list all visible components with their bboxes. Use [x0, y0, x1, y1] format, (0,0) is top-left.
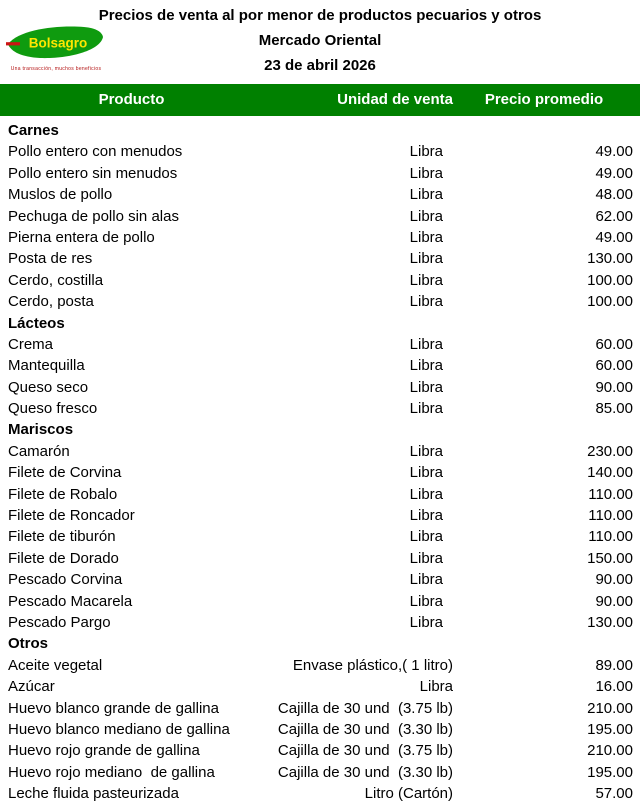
table-row: [0, 398, 640, 419]
average-price: 150.00: [587, 549, 633, 567]
table-row: [0, 163, 640, 184]
product-name: Huevo blanco mediano de gallina: [8, 720, 230, 738]
average-price: 210.00: [587, 742, 633, 760]
average-price: 89.00: [595, 656, 633, 674]
table-header: [0, 84, 640, 116]
table-row: [0, 740, 640, 761]
table-row: [0, 591, 640, 612]
table-row: [0, 270, 640, 291]
average-price: 57.00: [595, 785, 633, 803]
leaf-stem: [6, 42, 20, 45]
table-row: [0, 462, 640, 483]
unit-of-sale: Libra: [419, 678, 453, 696]
table-row: [0, 484, 640, 505]
table-row: [0, 227, 640, 248]
section-header-row: [0, 419, 640, 440]
unit-of-sale: Libra: [409, 400, 443, 418]
section-price-cell: [455, 313, 640, 334]
product-name: Muslos de pollo: [8, 186, 113, 204]
average-price: 195.00: [587, 763, 633, 781]
column-header-price: Precio promedio: [484, 91, 604, 108]
product-name: Queso fresco: [8, 400, 98, 418]
product-name: Pescado Corvina: [8, 571, 123, 589]
unit-of-sale: Libra: [409, 507, 443, 525]
average-price: 100.00: [587, 271, 633, 289]
unit-of-sale: Libra: [409, 207, 443, 225]
table-row: [0, 612, 640, 633]
average-price: 130.00: [587, 613, 633, 631]
average-price: 90.00: [595, 571, 633, 589]
table-row: [0, 762, 640, 783]
unit-of-sale: Libra: [409, 378, 443, 396]
product-name: Filete de Dorado: [8, 549, 119, 567]
section-price-cell: [455, 633, 640, 654]
average-price: 210.00: [587, 699, 633, 717]
product-name: Huevo rojo grande de gallina: [8, 742, 200, 760]
product-name: Pollo entero con menudos: [8, 143, 183, 161]
table-row: [0, 676, 640, 697]
average-price: 85.00: [595, 400, 633, 418]
table-row: [0, 184, 640, 205]
average-price: 49.00: [595, 228, 633, 246]
unit-of-sale: Libra: [409, 271, 443, 289]
table-body: [0, 116, 640, 805]
product-name: Cerdo, posta: [8, 293, 94, 311]
average-price: 49.00: [595, 143, 633, 161]
section-name: Mariscos: [8, 421, 74, 439]
product-name: Camarón: [8, 442, 70, 460]
average-price: 100.00: [587, 293, 633, 311]
average-price: 48.00: [595, 186, 633, 204]
market-subtitle: Mercado Oriental: [258, 32, 382, 49]
page-title: Precios de venta al por menor de productos pecuarios y otros: [98, 7, 542, 24]
average-price: 230.00: [587, 442, 633, 460]
logo-tagline: Una transacción, muchos beneficios: [10, 66, 102, 72]
product-name: Huevo blanco grande de gallina: [8, 699, 219, 717]
logo-wordmark: Bolsagro: [28, 35, 88, 51]
section-unit-cell: [263, 419, 455, 440]
table-row: [0, 291, 640, 312]
table-row: [0, 569, 640, 590]
unit-of-sale: Libra: [409, 143, 443, 161]
unit-of-sale: Libra: [409, 571, 443, 589]
unit-of-sale: Libra: [409, 335, 443, 353]
average-price: 110.00: [588, 528, 633, 546]
product-name: Pechuga de pollo sin alas: [8, 207, 179, 225]
product-name: Filete de tiburón: [8, 528, 116, 546]
unit-of-sale: Cajilla de 30 und (3.30 lb): [277, 720, 453, 738]
section-header-row: [0, 313, 640, 334]
average-price: 16.00: [595, 678, 633, 696]
table-row: [0, 355, 640, 376]
product-name: Mantequilla: [8, 357, 85, 375]
unit-of-sale: Libra: [409, 485, 443, 503]
table-row: [0, 441, 640, 462]
section-name: Carnes: [8, 122, 59, 139]
product-name: Pescado Pargo: [8, 613, 111, 631]
unit-of-sale: Libra: [409, 549, 443, 567]
product-name: Filete de Roncador: [8, 507, 135, 525]
table-row: [0, 698, 640, 719]
unit-of-sale: Libra: [409, 164, 443, 182]
unit-of-sale: Libra: [409, 228, 443, 246]
unit-of-sale: Cajilla de 30 und (3.75 lb): [277, 699, 453, 717]
report-date: 23 de abril 2026: [264, 57, 376, 74]
product-name: Queso seco: [8, 378, 89, 396]
column-header-product: Producto: [98, 91, 165, 108]
unit-of-sale: Libra: [409, 528, 443, 546]
section-name: Lácteos: [8, 314, 65, 332]
average-price: 90.00: [595, 592, 633, 610]
unit-of-sale: Envase plástico,( 1 litro): [292, 656, 453, 674]
average-price: 60.00: [595, 357, 633, 375]
product-name: Leche fluida pasteurizada: [8, 785, 179, 803]
average-price: 140.00: [587, 464, 633, 482]
section-header-row: [0, 633, 640, 654]
table-row: [0, 334, 640, 355]
unit-of-sale: Libra: [409, 464, 443, 482]
product-name: Aceite vegetal: [8, 656, 103, 674]
bolsagro-logo: [6, 24, 106, 72]
product-name: Pollo entero sin menudos: [8, 164, 178, 182]
unit-of-sale: Cajilla de 30 und (3.75 lb): [277, 742, 453, 760]
unit-of-sale: Libra: [409, 613, 443, 631]
average-price: 90.00: [595, 378, 633, 396]
column-header-unit: Unidad de venta: [337, 91, 453, 108]
section-unit-cell: [263, 120, 455, 141]
product-name: Posta de res: [8, 250, 93, 268]
section-price-cell: [455, 419, 640, 440]
product-name: Pierna entera de pollo: [8, 228, 155, 246]
unit-of-sale: Litro (Cartón): [364, 785, 453, 803]
leaf-logo-icon: [6, 24, 106, 60]
unit-of-sale: Libra: [409, 592, 443, 610]
unit-of-sale: Libra: [409, 293, 443, 311]
section-unit-cell: [263, 633, 455, 654]
section-name: Otros: [8, 635, 49, 653]
section-unit-cell: [263, 313, 455, 334]
table-row: [0, 655, 640, 676]
table-row: [0, 141, 640, 162]
table-row: [0, 248, 640, 269]
table-row: [0, 206, 640, 227]
product-name: Crema: [8, 335, 54, 353]
unit-of-sale: Libra: [409, 442, 443, 460]
table-row: [0, 526, 640, 547]
average-price: 130.00: [587, 250, 633, 268]
average-price: 195.00: [587, 720, 633, 738]
unit-of-sale: Libra: [409, 357, 443, 375]
average-price: 62.00: [595, 207, 633, 225]
section-price-cell: [455, 120, 640, 141]
average-price: 110.00: [588, 507, 633, 525]
table-row: [0, 548, 640, 569]
product-name: Pescado Macarela: [8, 592, 133, 610]
table-row: [0, 783, 640, 804]
product-name: Cerdo, costilla: [8, 271, 104, 289]
unit-of-sale: Cajilla de 30 und (3.30 lb): [277, 763, 453, 781]
product-name: Filete de Corvina: [8, 464, 122, 482]
average-price: 49.00: [595, 164, 633, 182]
table-row: [0, 719, 640, 740]
product-name: Huevo rojo mediano de gallina: [8, 763, 215, 781]
product-name: Azúcar: [8, 678, 55, 696]
section-header-row: [0, 120, 640, 141]
average-price: 60.00: [595, 335, 633, 353]
product-name: Filete de Robalo: [8, 485, 118, 503]
table-row: [0, 377, 640, 398]
table-row: [0, 505, 640, 526]
unit-of-sale: Libra: [409, 250, 443, 268]
average-price: 110.00: [588, 485, 633, 503]
unit-of-sale: Libra: [409, 186, 443, 204]
